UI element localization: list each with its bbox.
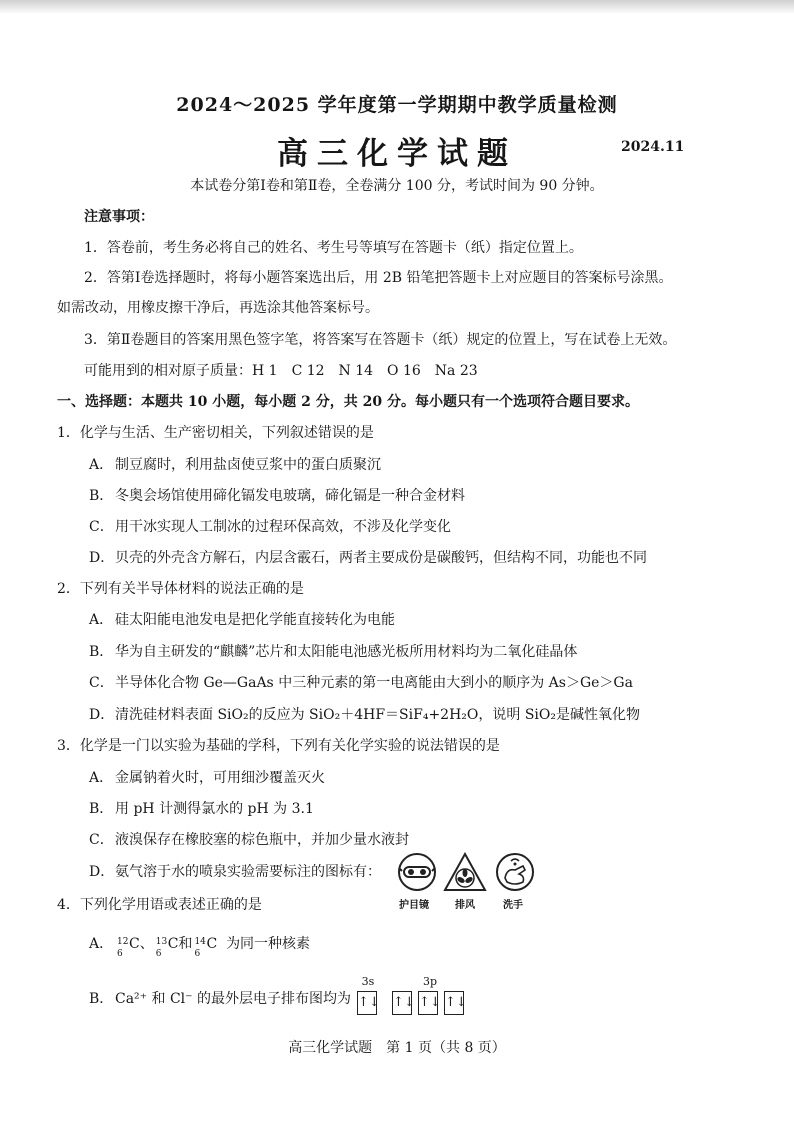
option-letter: B． — [89, 801, 114, 817]
option-c — [89, 673, 633, 693]
question-stem: 2．下列有关半导体材料的说法正确的是 — [57, 581, 304, 597]
note-item: 1．答卷前，考生务必将自己的姓名、考生号等填写在答题卡（纸）指定位置上。 — [84, 240, 583, 256]
goggles-icon — [397, 852, 437, 892]
orbital-box: ↑↓ — [392, 991, 412, 1015]
option-b — [89, 642, 577, 662]
option-text: 冬奥会场馆使用碲化镉发电玻璃，碲化镉是一种合金材料 — [115, 488, 465, 504]
option-letter: D． — [89, 707, 115, 723]
option-letter: C． — [89, 519, 114, 535]
option-text: 氨气溶于水的喷泉实验需要标注的图标有： — [115, 864, 381, 880]
page-footer: 高三化学试题 第 1 页（共 8 页） — [288, 1040, 506, 1056]
option-letter: A． — [89, 457, 114, 473]
orbital-box: ↑↓ — [444, 991, 464, 1015]
scan-edge-shadow — [0, 0, 794, 14]
atomic-number: 6 — [117, 949, 123, 959]
orbital-label: 3s — [361, 975, 375, 988]
isotope-notation — [192, 934, 206, 959]
option-text: 制豆腐时，利用盐卤使豆浆中的蛋白质聚沉 — [115, 457, 381, 473]
option-b — [89, 799, 314, 819]
note-item: 2．答第Ⅰ卷选择题时，将每小题答案选出后，用 2B 铅笔把答题卡上对应题目的答案标号涂黑。 — [84, 270, 673, 286]
option-d — [89, 705, 640, 725]
section-heading: 一、选择题：本题共 10 小题，每小题 2 分，共 20 分。每小题只有一个选项符合题目要求。 — [57, 394, 639, 410]
isotope-symbol: C和 — [167, 936, 193, 952]
atomic-number: 6 — [194, 949, 201, 959]
option-text: 液溴保存在橡胶塞的棕色瓶中，并加少量水液封 — [115, 832, 409, 848]
option-a — [89, 768, 325, 788]
note-item: 3．第Ⅱ卷题目的答案用黑色签字笔，将答案写在答题卡（纸）规定的位置上，写在试卷上无效。 — [84, 332, 677, 348]
option-letter: D． — [89, 864, 115, 880]
option-b — [89, 486, 465, 506]
isotope-notation — [154, 934, 168, 959]
option-letter: B． — [89, 644, 114, 660]
orbital-box: ↑↓ — [357, 991, 377, 1015]
question-stem: 1．化学与生活、生产密切相关，下列叙述错误的是 — [57, 425, 374, 441]
orbital-label: 3p — [422, 975, 438, 988]
option-letter: A． — [89, 936, 114, 952]
atomic-masses: 可能用到的相对原子质量：H 1 C 12 N 14 O 16 Na 23 — [84, 363, 478, 379]
exam-intro: 本试卷分第Ⅰ卷和第Ⅱ卷，全卷满分 100 分，考试时间为 90 分钟。 — [190, 178, 604, 194]
option-letter: B． — [89, 991, 114, 1007]
mass-number: 13 — [155, 937, 168, 947]
option-letter: A． — [89, 770, 114, 786]
exam-title: 高三化学试题 — [277, 136, 517, 172]
option-letter: C． — [89, 675, 114, 691]
note-item: 如需改动，用橡皮擦干净后，再选涂其他答案标号。 — [57, 300, 379, 316]
option-text: 为同一种核素 — [226, 936, 311, 952]
option-a — [89, 610, 395, 630]
mass-number: 12 — [117, 937, 129, 947]
option-a — [89, 934, 311, 959]
option-letter: C． — [89, 832, 114, 848]
option-text: 半导体化合物 Ge—GaAs 中三种元素的第一电离能由大到小的顺序为 As＞Ge＞Ga — [115, 675, 633, 691]
option-text: 用干冰实现人工制冰的过程环保高效，不涉及化学变化 — [115, 519, 451, 535]
icon-label-goggles: 护目镜 — [399, 900, 429, 911]
mass-number: 14 — [194, 937, 206, 947]
isotope-symbol: C、 — [129, 936, 154, 952]
notes-heading: 注意事项： — [84, 209, 154, 225]
ventilation-icon — [443, 852, 487, 892]
safety-icons — [397, 852, 547, 912]
exam-date: 2024.11 — [621, 139, 685, 155]
option-c — [89, 830, 409, 850]
option-a — [89, 455, 381, 475]
option-letter: D． — [89, 550, 115, 566]
exam-subtitle: 2024～2025 学年度第一学期期中教学质量检测 — [176, 94, 618, 116]
orbital-3p — [390, 975, 470, 1021]
option-text: 金属钠着火时，可用细沙覆盖灭火 — [115, 770, 325, 786]
question-stem: 4．下列化学用语或表述正确的是 — [57, 897, 262, 913]
isotope-notation — [115, 934, 129, 959]
option-letter: A． — [89, 612, 114, 628]
option-text: 用 pH 计测得氯水的 pH 为 3.1 — [115, 801, 314, 817]
option-c — [89, 517, 451, 537]
option-b — [89, 989, 351, 1009]
wash-hands-icon — [495, 852, 535, 892]
option-letter: B． — [89, 488, 114, 504]
option-text: Ca²⁺ 和 Cl⁻ 的最外层电子排布图均为 — [115, 991, 351, 1007]
option-d — [89, 862, 381, 882]
option-text: 贝壳的外壳含方解石，内层含霰石，两者主要成份是碳酸钙，但结构不同，功能也不同 — [115, 550, 647, 566]
option-text: 清洗硅材料表面 SiO₂的反应为 SiO₂＋4HF＝SiF₄+2H₂O，说明 SiO₂是碱性氧化物 — [115, 707, 640, 723]
option-text: 华为自主研发的“麒麟”芯片和太阳能电池感光板所用材料均为二氧化硅晶体 — [115, 644, 578, 660]
isotope-symbol: C — [206, 936, 218, 952]
option-text: 硅太阳能电池发电是把化学能直接转化为电能 — [115, 612, 395, 628]
question-stem: 3．化学是一门以实验为基础的学科，下列有关化学实验的说法错误的是 — [57, 738, 500, 754]
icon-label-ventilation: 排风 — [455, 900, 475, 911]
icon-label-wash-hands: 洗手 — [503, 900, 523, 911]
orbital-3s — [355, 975, 381, 1021]
option-d — [89, 548, 647, 568]
atomic-number: 6 — [155, 949, 162, 959]
orbital-box: ↑↓ — [418, 991, 438, 1015]
